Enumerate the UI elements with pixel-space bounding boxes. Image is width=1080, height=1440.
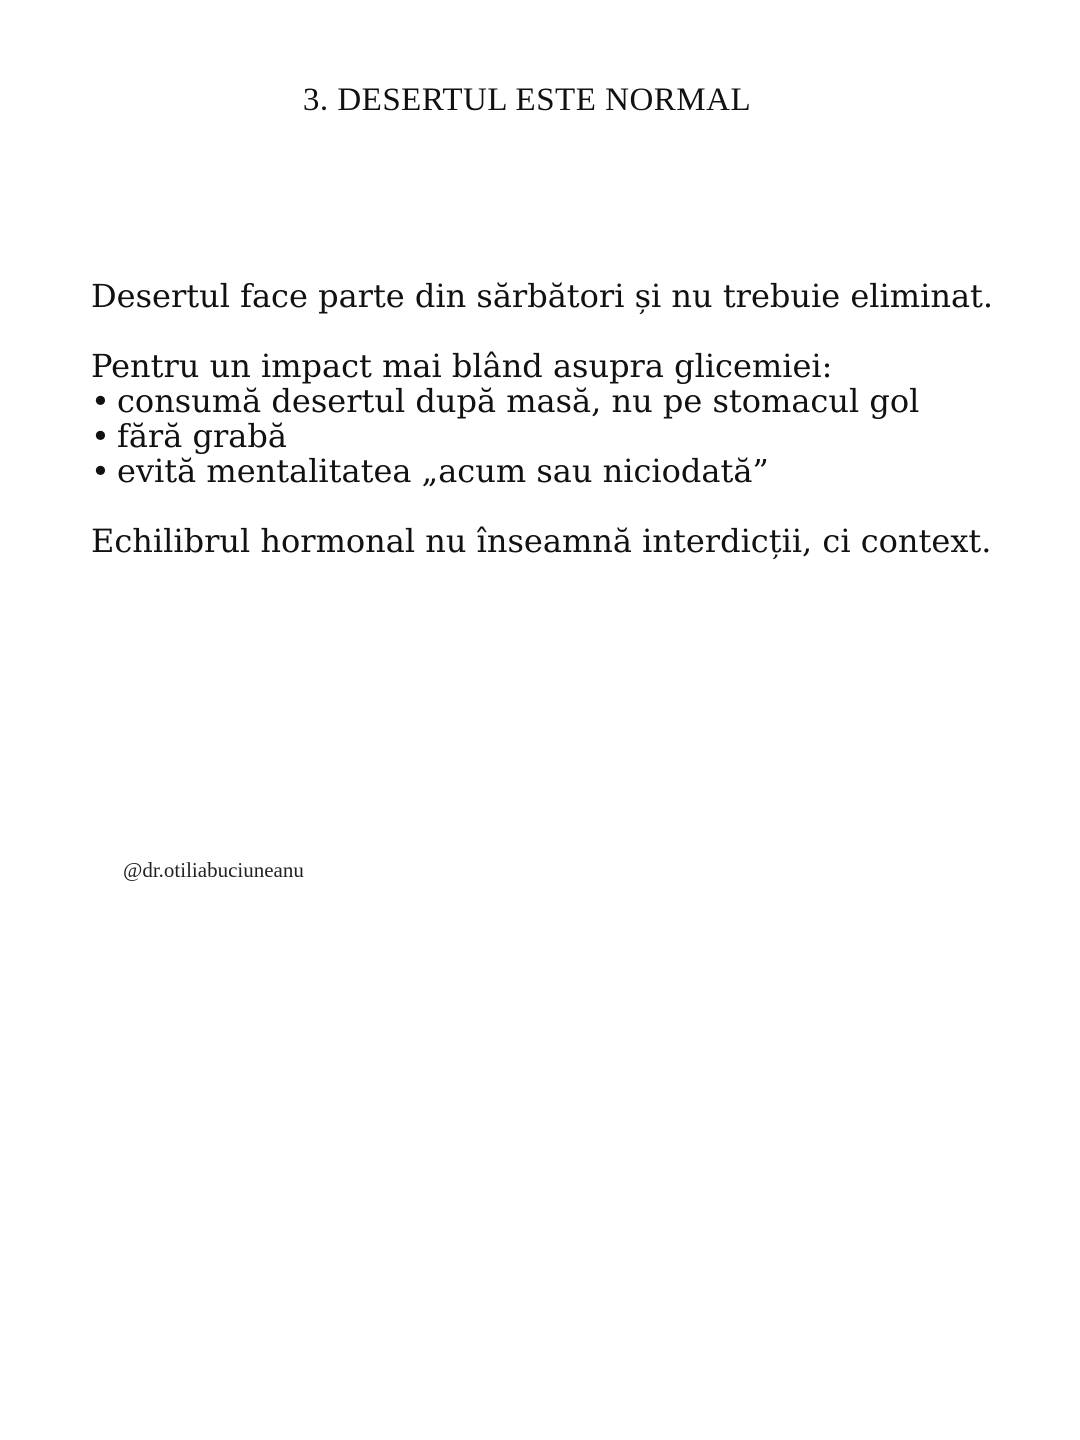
- lead-paragraph: Pentru un impact mai blând asupra glicemiei:: [91, 347, 833, 385]
- bullet-icon: •: [91, 417, 110, 455]
- body-text: [91, 279, 1051, 559]
- list-item-text: evită mentalitatea „acum sau niciodată”: [117, 452, 769, 490]
- bullet-icon: •: [91, 382, 110, 420]
- list-item: [91, 454, 1051, 489]
- bullet-icon: •: [91, 452, 110, 490]
- list-item-text: consumă desertul după masă, nu pe stomacul gol: [117, 382, 920, 420]
- closing-paragraph: Echilibrul hormonal nu înseamnă interdicții, ci context.: [91, 522, 992, 560]
- paragraph-spacer: [91, 314, 1051, 349]
- list-item-text: fără grabă: [117, 417, 287, 455]
- list-item: [91, 419, 1051, 454]
- list-item: [91, 384, 1051, 419]
- page-title: 3. DESERTUL ESTE NORMAL: [302, 82, 752, 118]
- paragraph-spacer: [91, 489, 1051, 524]
- author-handle: @dr.otiliabuciuneanu: [123, 858, 304, 882]
- tips-list: [91, 384, 1051, 489]
- intro-paragraph: Desertul face parte din sărbători și nu trebuie eliminat.: [91, 277, 994, 315]
